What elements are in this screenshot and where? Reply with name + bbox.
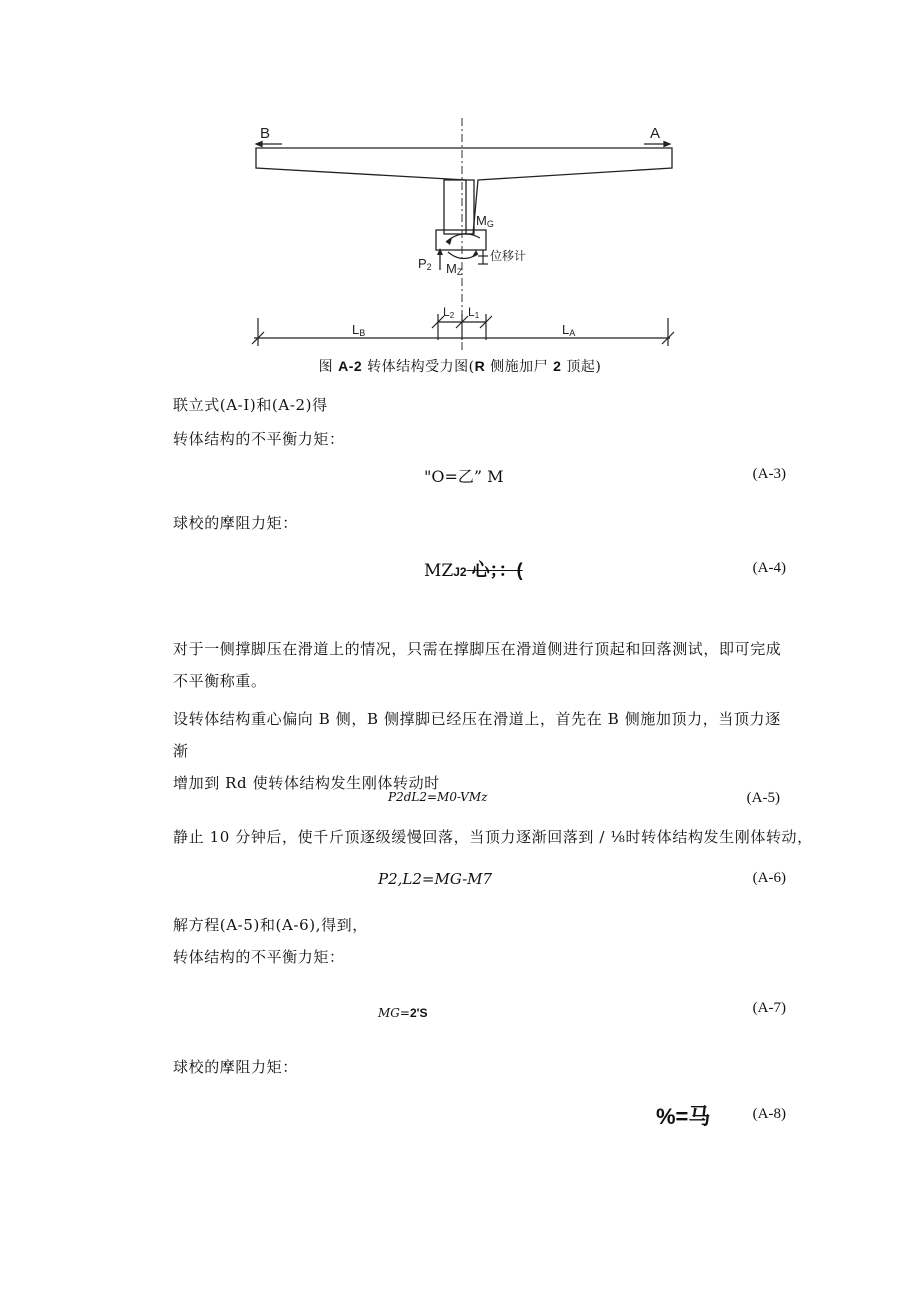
svg-text:L1 [468, 305, 480, 320]
svg-text:LB [352, 322, 365, 338]
label-p2-sub: 2 [426, 262, 432, 272]
svg-text:L2 [443, 305, 455, 320]
equation-a7: MG=2'S [378, 1006, 428, 1020]
arrow-left-icon [256, 142, 262, 147]
label-gauge: 位移计 [490, 249, 527, 263]
text-line: 解方程(A-5)和(A-6),得到， [173, 916, 368, 934]
equation-number: (A-4) [752, 560, 786, 576]
equation-a3: "O=乙” M [424, 467, 504, 486]
equation-number: (A-5) [746, 790, 780, 806]
text-line: 转体结构的不平衡力矩： [173, 948, 345, 966]
label-lb-sub: B [359, 328, 366, 338]
svg-text:LA [562, 322, 575, 338]
equation-number: (A-8) [752, 1106, 786, 1122]
label-l2-sub: 2 [449, 311, 455, 320]
paragraph: 设转体结构重心偏向 B 侧，B 侧撑脚已经压在滑道上，首先在 B 侧施加顶力，当顶力逐渐 增加到 Rd 使转体结构发生刚体转动时 [173, 710, 781, 792]
label-l1: L [468, 305, 475, 319]
text-line: 球校的摩阻力矩： [173, 1058, 298, 1076]
equation-a8: %=马 [656, 1104, 711, 1129]
label-la-sub: A [569, 328, 576, 338]
label-mg: M [476, 213, 487, 228]
label-mg-sub: G [486, 219, 494, 229]
equation-a6: P2,L2=MG-M7 [378, 870, 493, 888]
equation-a5: P2dL2=M0-VMz [388, 790, 488, 804]
label-l2: L [443, 305, 450, 319]
deck-outline [256, 148, 672, 234]
svg-text:MG [476, 213, 494, 229]
figure-caption: 图 A-2 转体结构受力图(R 侧施加尸 2 顶起) [318, 358, 602, 375]
gauge-icon [478, 250, 488, 264]
label-a: A [650, 125, 661, 142]
label-lb: L [352, 322, 360, 337]
text-line: 联立式(A-I)和(A-2)得 [173, 396, 328, 414]
paragraph: 对于一侧撑脚压在滑道上的情况，只需在撑脚压在滑道侧进行顶起和回落测试，即可完成不平衡称重。 [173, 640, 782, 690]
equation-number: (A-3) [752, 466, 786, 482]
label-l1-sub: 1 [474, 311, 480, 320]
label-mz-sub: Z [456, 267, 463, 277]
text-line: 球校的摩阻力矩： [173, 514, 298, 532]
label-p2: P [418, 256, 427, 271]
structure-force-diagram [240, 118, 680, 350]
pier [444, 180, 474, 234]
svg-text:MZ [446, 261, 463, 277]
equation-number: (A-6) [752, 870, 786, 886]
svg-text:P2 [418, 256, 432, 272]
text-line: 静止 10 分钟后，使千斤顶逐级缓慢回落，当顶力逐渐回落到 / ⅛时转体结构发生刚体转动， [173, 828, 813, 846]
label-b: B [260, 125, 271, 142]
label-mz: M [446, 261, 457, 276]
label-la: L [562, 322, 570, 337]
text-line: 转体结构的不平衡力矩： [173, 430, 345, 448]
equation-a4: MZJ2 心；：( [424, 560, 523, 581]
equation-number: (A-7) [752, 1000, 786, 1016]
arrow-right-icon [664, 142, 670, 147]
arrow-up-icon [437, 248, 443, 255]
